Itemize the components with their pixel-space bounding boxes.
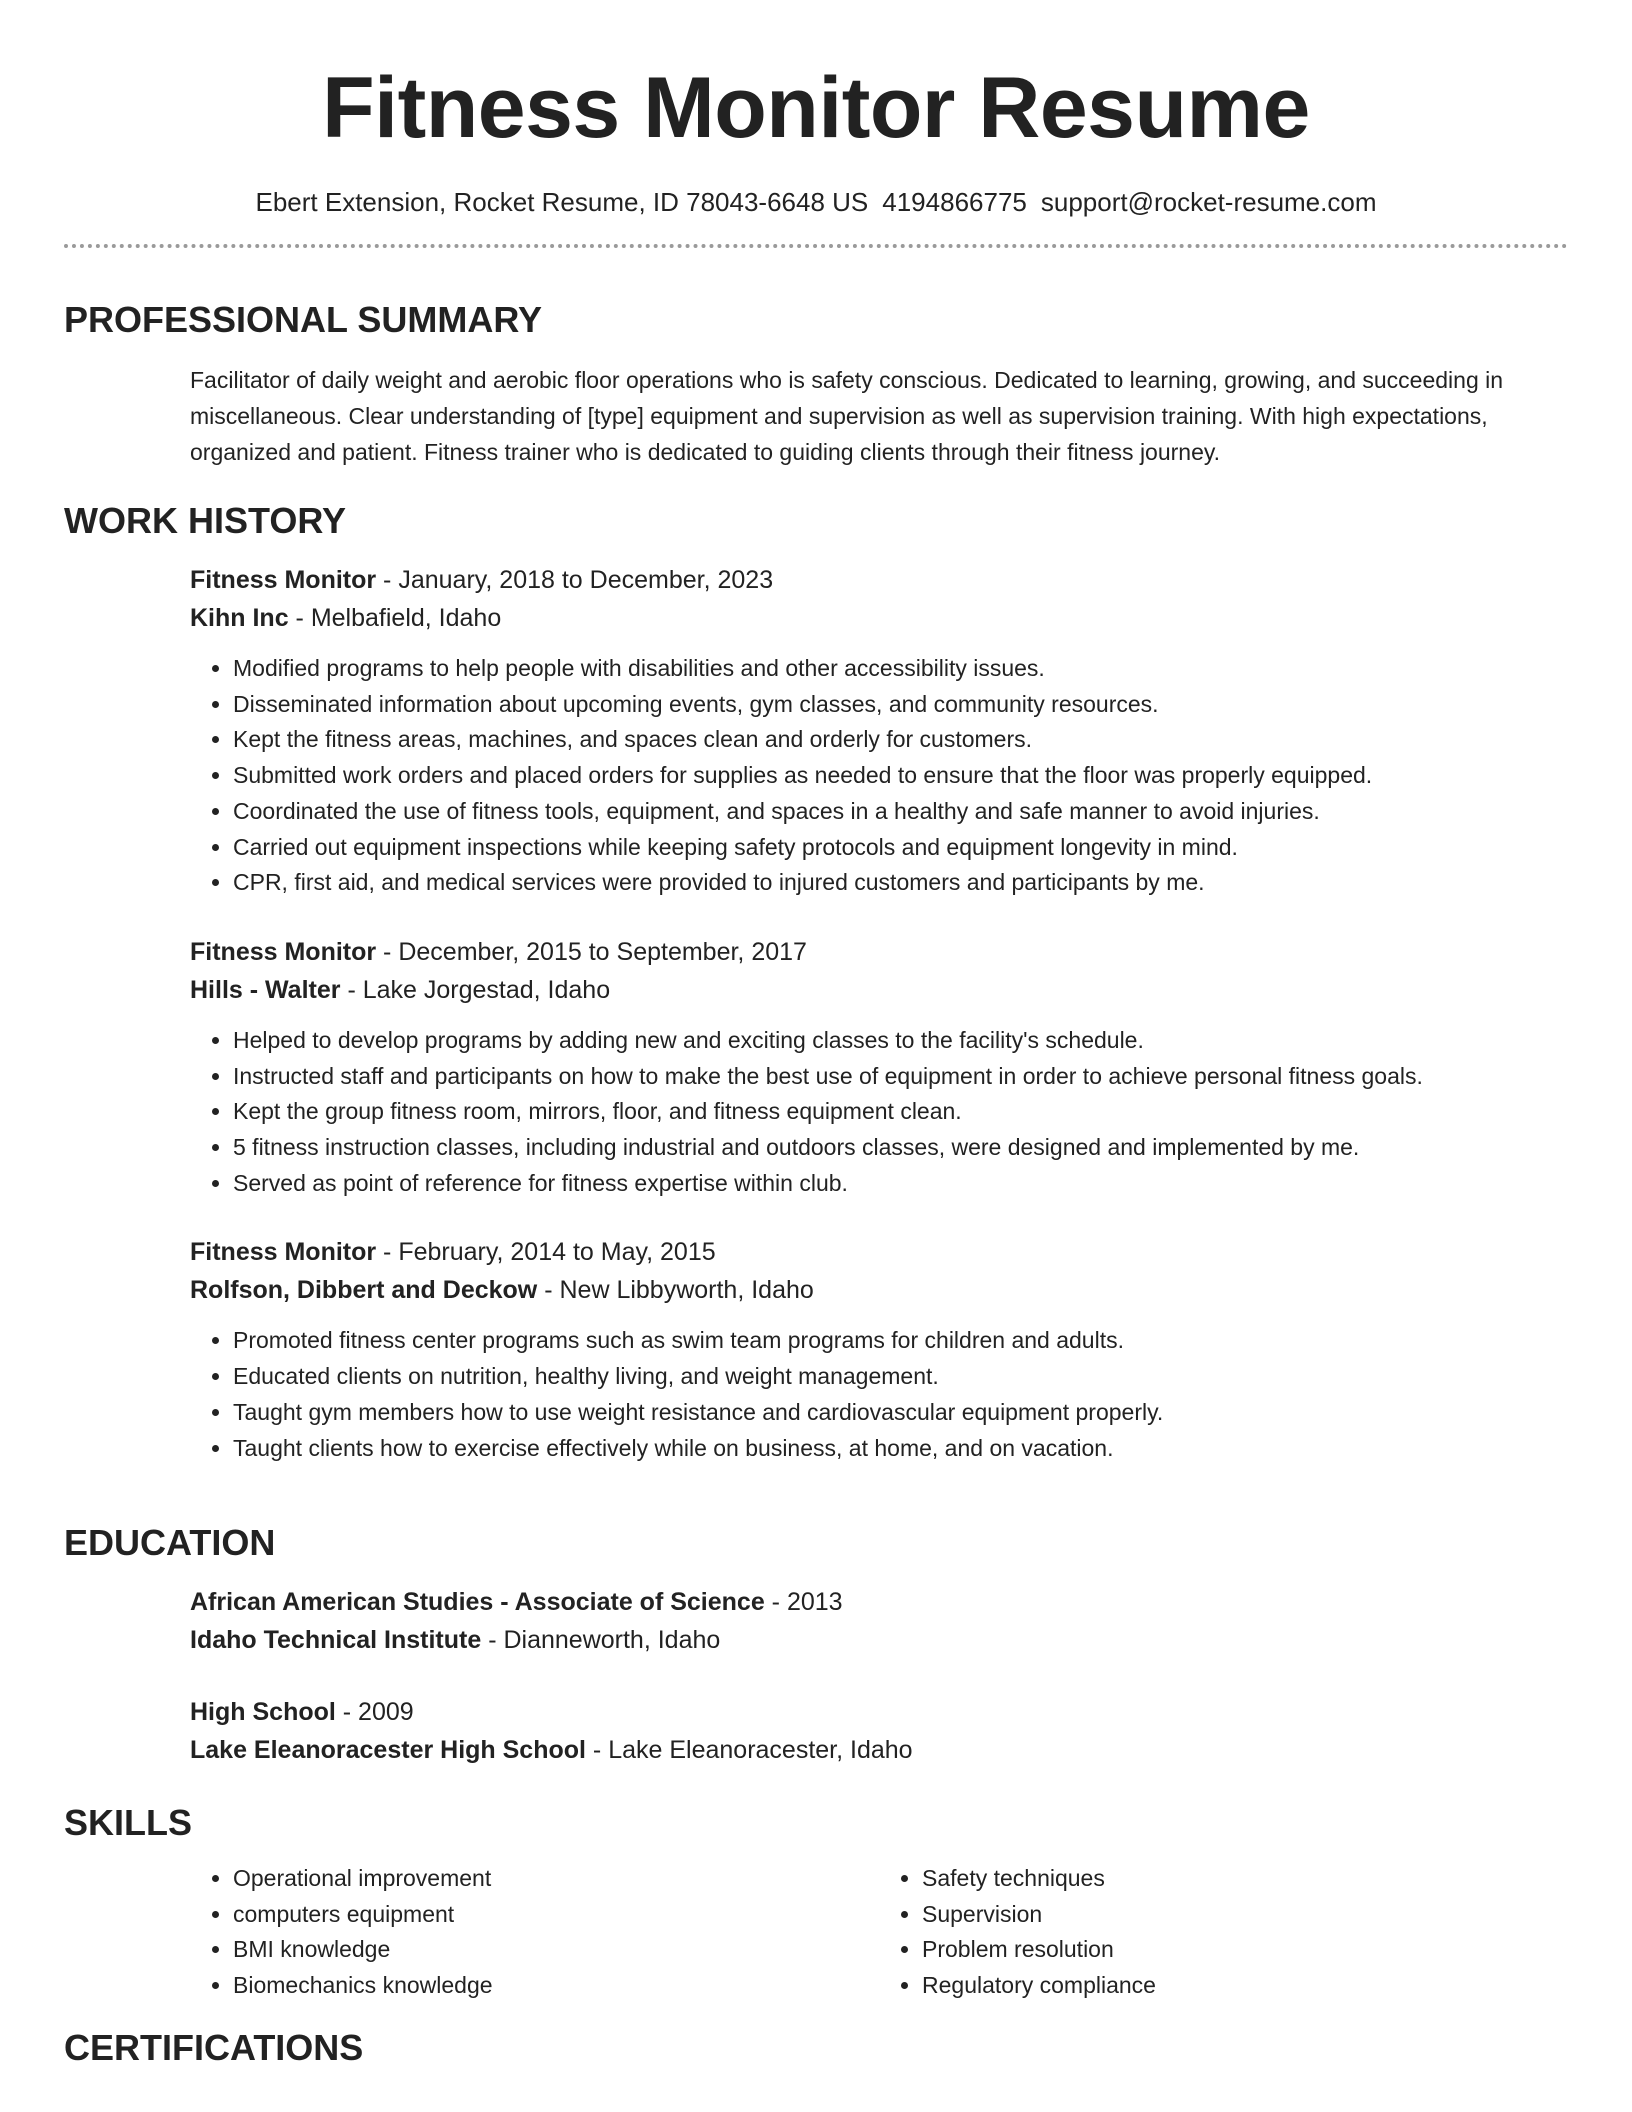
job-entry — [190, 1233, 1568, 1466]
list-item: • Educated clients on nutrition, healthy living, and weight management. — [233, 1359, 1568, 1395]
summary-text: Facilitator of daily weight and aerobic floor operations who is safety conscious. Dedicated to learning, growing, and succeeding in miscellaneous. Clear understanding of [type] equipment and supervision as well as supervision training. With high expectations, organized and patient. Fitness trainer who is dedicated to guiding clients through their fitness journey. — [190, 367, 1504, 465]
job-entry — [190, 561, 1568, 901]
work-history-heading: WORK HISTORY — [64, 500, 347, 541]
list-item: • Promoted fitness center programs such as swim team programs for children and adults. — [233, 1323, 1568, 1359]
degree-name: High School — [190, 1698, 336, 1726]
list-item: • Coordinated the use of fitness tools, equipment, and spaces in a healthy and safe manner to avoid injuries. — [233, 794, 1568, 830]
list-item: • Disseminated information about upcoming events, gym classes, and community resources. — [233, 687, 1568, 723]
list-item: • Taught gym members how to use weight resistance and cardiovascular equipment properly. — [233, 1395, 1568, 1431]
job-company: Rolfson, Dibbert and Deckow — [190, 1276, 538, 1305]
degree-year: - 2009 — [335, 1698, 414, 1726]
school-name: Lake Eleanoracester High School — [190, 1736, 586, 1764]
job-location: - Lake Jorgestad, Idaho — [340, 975, 611, 1004]
skills-list-left — [190, 1861, 879, 2004]
job-dates: - December, 2015 to September, 2017 — [376, 937, 807, 966]
list-item: • Helped to develop programs by adding new and exciting classes to the facility's schedule. — [233, 1023, 1568, 1059]
school-line — [190, 1621, 1568, 1659]
resume-title: Fitness Monitor Resume — [322, 60, 1310, 156]
education-entry — [190, 1693, 1568, 1769]
job-title-line — [190, 1233, 1568, 1271]
list-item: • Instructed staff and participants on how to make the best use of equipment in order to achieve personal fitness goals. — [233, 1059, 1568, 1095]
list-item: • Submitted work orders and placed orders for supplies as needed to ensure that the floor was properly equipped. — [233, 758, 1568, 794]
list-item: • Problem resolution — [922, 1932, 1568, 1968]
job-title-line — [190, 933, 1568, 971]
summary-heading: PROFESSIONAL SUMMARY — [64, 299, 543, 340]
list-item: • Kept the fitness areas, machines, and spaces clean and orderly for customers. — [233, 722, 1568, 758]
job-dates: - February, 2014 to May, 2015 — [376, 1238, 716, 1267]
skills-heading: SKILLS — [64, 1802, 193, 1843]
job-company: Kihn Inc — [190, 604, 289, 632]
job-dates: - January, 2018 to December, 2023 — [376, 566, 774, 594]
job-company-line — [190, 1271, 1568, 1309]
list-item: • Safety techniques — [922, 1861, 1568, 1897]
skills-list-right — [879, 1861, 1568, 2004]
contact-phone: 4194866775 — [882, 187, 1027, 217]
degree-name: African American Studies - Associate of Science — [190, 1588, 765, 1616]
list-item: • Regulatory compliance — [922, 1968, 1568, 2004]
contact-address: Ebert Extension, Rocket Resume, ID 78043-6648 US — [255, 187, 869, 217]
job-location: - New Libbyworth, Idaho — [537, 1276, 814, 1305]
job-entry — [190, 933, 1568, 1202]
skills-columns — [190, 1861, 1568, 2004]
skills-section — [64, 1801, 1568, 2004]
school-line — [190, 1731, 1568, 1769]
education-heading: EDUCATION — [64, 1522, 276, 1563]
school-name: Idaho Technical Institute — [190, 1626, 482, 1654]
list-item: • Supervision — [922, 1897, 1568, 1933]
certifications-section — [64, 2026, 1568, 2070]
job-company-line — [190, 971, 1568, 1009]
list-item: • Biomechanics knowledge — [233, 1968, 879, 2004]
summary-section — [64, 298, 1568, 470]
degree-line — [190, 1583, 1568, 1621]
contact-line — [64, 185, 1568, 219]
job-company: Hills - Walter — [190, 975, 341, 1004]
education-entry — [190, 1583, 1568, 1659]
job-location: - Melbafield, Idaho — [288, 604, 502, 632]
list-item: • BMI knowledge — [233, 1932, 879, 1968]
job-title: Fitness Monitor — [190, 566, 377, 594]
job-bullets — [190, 651, 1568, 901]
job-bullets — [190, 1023, 1568, 1202]
job-title: Fitness Monitor — [190, 1238, 377, 1267]
list-item: • Modified programs to help people with disabilities and other accessibility issues. — [233, 651, 1568, 687]
list-item: • Served as point of reference for fitness expertise within club. — [233, 1166, 1568, 1202]
work-history-section — [64, 499, 1568, 1466]
job-title-line — [190, 561, 1568, 599]
list-item: • 5 fitness instruction classes, including industrial and outdoors classes, were designed and implemented by me. — [233, 1130, 1568, 1166]
degree-year: - 2013 — [764, 1588, 843, 1616]
contact-email: support@rocket-resume.com — [1040, 187, 1377, 217]
school-location: - Dianneworth, Idaho — [481, 1626, 721, 1654]
list-item: • Operational improvement — [233, 1861, 879, 1897]
list-item: • Kept the group fitness room, mirrors, floor, and fitness equipment clean. — [233, 1094, 1568, 1130]
job-bullets — [190, 1323, 1568, 1466]
list-item: • Carried out equipment inspections while keeping safety protocols and equipment longevity in mind. — [233, 830, 1568, 866]
school-location: - Lake Eleanoracester, Idaho — [585, 1736, 913, 1764]
list-item: • computers equipment — [233, 1897, 879, 1933]
education-section — [64, 1521, 1568, 1769]
job-company-line — [190, 599, 1568, 637]
list-item: • Taught clients how to exercise effectively while on business, at home, and on vacation. — [233, 1431, 1568, 1467]
degree-line — [190, 1693, 1568, 1731]
header-divider — [64, 244, 1568, 248]
list-item: • CPR, first aid, and medical services were provided to injured customers and participants by me. — [233, 865, 1568, 901]
certifications-heading: CERTIFICATIONS — [64, 2027, 364, 2068]
job-title: Fitness Monitor — [190, 937, 377, 966]
